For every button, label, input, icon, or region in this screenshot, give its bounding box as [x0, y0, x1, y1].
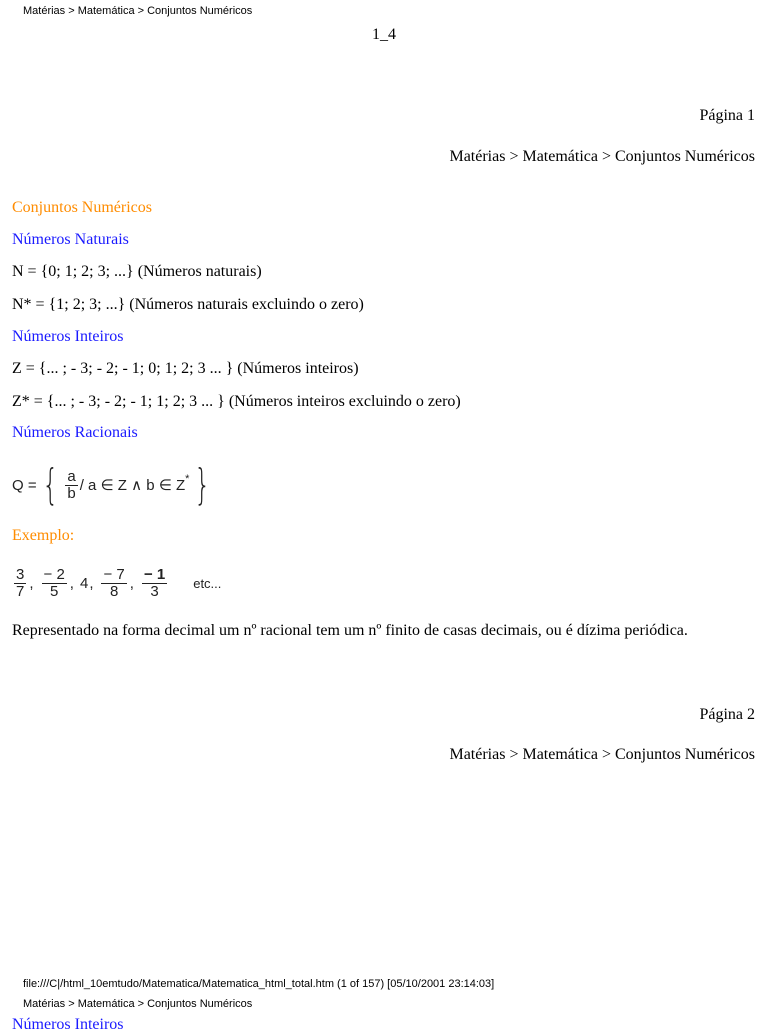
exemplo-heading: Exemplo:	[12, 527, 75, 544]
example-fraction-4	[142, 567, 167, 600]
fraction-denominator: 7	[16, 582, 25, 600]
fraction-numerator: 3	[16, 565, 25, 583]
footer-file-path: file:///C|/html_10emtudo/Matematica/Matematica_html_total.htm (1 of 157) [05/10/2001 23:14:03]	[23, 978, 495, 990]
formula-superscript: *	[185, 473, 190, 485]
fraction-denominator: b	[67, 484, 76, 502]
section-title: Conjuntos Numéricos	[12, 199, 152, 216]
fraction-denominator: 3	[150, 582, 159, 600]
inteiros-heading: Números Inteiros	[12, 328, 124, 345]
rational-set-formula	[12, 460, 216, 510]
page2-breadcrumb: Matérias > Matemática > Conjuntos Numéricos	[449, 746, 755, 763]
fraction-numerator: − 7	[103, 565, 125, 583]
fraction-numerator: − 2	[43, 565, 65, 583]
decimal-note: Representado na forma decimal um nº racional tem um nº finito de casas decimais, ou é dízima periódica.	[12, 622, 688, 639]
fraction-denominator: 8	[109, 582, 119, 600]
cut-off-heading: Números Inteiros	[12, 1016, 124, 1033]
page-label-1: Página 1	[699, 107, 755, 124]
left-brace-icon: {	[41, 460, 58, 509]
example-fractions: $\frac{3}{7}$ , $\frac{- 2}{5}$ , 4 , $\frac{- 7}{8}$ , $\frac{- 1}{3}$ etc...	[16, 565, 222, 600]
racionais-heading: Números Racionais	[12, 424, 138, 441]
example-fraction-3	[101, 567, 126, 600]
inteiros-line-1: Z = {... ; - 3; - 2; - 1; 0; 1; 2; 3 ... } (Números inteiros)	[12, 360, 359, 377]
formula-fraction	[65, 469, 77, 502]
footer-breadcrumb: Matérias > Matemática > Conjuntos Numéricos	[23, 998, 253, 1010]
fraction-numerator: − 1	[143, 565, 166, 583]
formula-condition: / a ∈ Z ∧ b ∈ Z	[79, 477, 186, 494]
inteiros-line-2: Z* = {... ; - 3; - 2; - 1; 1; 2; 3 ... } (Números inteiros excluindo o zero)	[12, 393, 461, 410]
right-brace-icon: }	[194, 460, 211, 509]
example-etc: etc...	[193, 575, 222, 591]
example-fraction-1	[14, 567, 26, 600]
example-integer: 4	[79, 574, 89, 592]
doc-title: 1_4	[372, 26, 396, 43]
fraction-denominator: 5	[49, 582, 59, 600]
header-breadcrumb: Matérias > Matemática > Conjuntos Numéricos	[23, 5, 253, 17]
naturais-line-2: N* = {1; 2; 3; ...} (Números naturais excluindo o zero)	[12, 296, 364, 313]
page1-breadcrumb: Matérias > Matemática > Conjuntos Numéricos	[449, 148, 755, 165]
naturais-line-1: N = {0; 1; 2; 3; ...} (Números naturais)	[12, 263, 262, 280]
page-label-2: Página 2	[699, 706, 755, 723]
fraction-numerator: a	[67, 467, 76, 485]
formula-lhs: Q =	[12, 476, 37, 494]
example-fraction-2	[42, 567, 67, 600]
naturais-heading: Números Naturais	[12, 231, 129, 248]
